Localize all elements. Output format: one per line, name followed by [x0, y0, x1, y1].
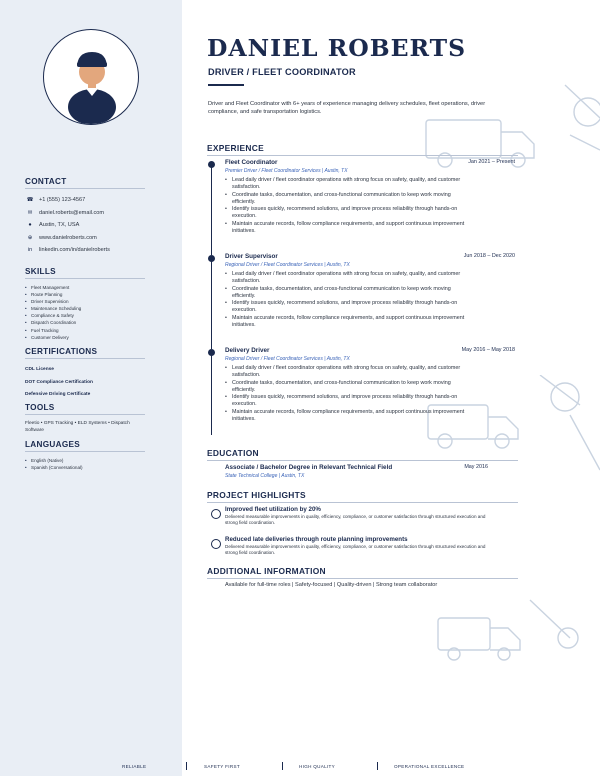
project-title: Improved fleet utilization by 20% [225, 506, 321, 513]
candidate-title: DRIVER / FLEET COORDINATOR [208, 67, 356, 77]
job-company: Regional Driver / Fleet Coordinator Services | Austin, TX [225, 356, 350, 362]
job-role: Driver Supervisor [225, 253, 278, 260]
timeline-dot [208, 161, 215, 168]
skills-heading: SKILLS [25, 267, 145, 279]
education-school: State Technical College | Austin, TX [225, 473, 305, 479]
person-icon [44, 30, 139, 125]
job-bullets [225, 177, 515, 235]
web-icon: ⊕ [27, 234, 33, 241]
contact-item[interactable] [25, 244, 145, 257]
skill-item: • Fuel Tracking [25, 327, 145, 334]
project-desc: Delivered measurable improvements in quality, efficiency, compliance, or customer satisfaction through structured execution and strong field coordination. [225, 514, 486, 526]
contact-item[interactable] [25, 194, 145, 207]
contact-item[interactable] [25, 232, 145, 245]
education-item [225, 463, 515, 482]
phone-icon: ☎ [26, 197, 34, 204]
job-bullet: • Maintain accurate records, follow compliance requirements, and support continuous improvement initiatives. [225, 409, 473, 424]
contact-text: Austin, TX, USA [39, 222, 80, 229]
contact-item[interactable] [25, 219, 145, 232]
title-underline [208, 84, 244, 86]
experience-item [225, 252, 515, 329]
timeline-dot [208, 255, 215, 262]
contact-section [25, 177, 145, 257]
experience-item [225, 158, 515, 235]
certifications-section [25, 347, 145, 402]
education-heading: EDUCATION [207, 448, 518, 461]
languages-section [25, 440, 145, 471]
contact-list [25, 194, 145, 257]
certification-item: CDL License [25, 367, 54, 372]
skills-list [25, 284, 145, 341]
skill-item: • Customer Delivery [25, 334, 145, 341]
footer-item: OPERATIONAL EXCELLENCE [394, 764, 465, 769]
tools-heading: TOOLS [25, 403, 145, 415]
footer-divider [186, 762, 187, 770]
job-company: Premier Driver / Fleet Coordinator Services | Austin, TX [225, 168, 348, 174]
contact-item[interactable] [25, 207, 145, 220]
avatar [43, 29, 139, 125]
job-bullet: • Coordinate tasks, documentation, and cross-functional communication to keep work moving efficiently. [225, 192, 473, 207]
certification-item: Defensive Driving Certificate [25, 392, 91, 397]
footer [0, 760, 600, 776]
timeline-line [211, 355, 212, 435]
projects-heading: PROJECT HIGHLIGHTS [207, 490, 518, 503]
skill-item: • Driver Supervision [25, 298, 145, 305]
job-bullet: • Lead daily driver / fleet coordinator operations with strong focus on safety, quality, and customer satisfaction. [225, 177, 473, 192]
education-date: May 2016 [464, 464, 488, 470]
language-item: • English (Native) [25, 457, 145, 464]
job-dates: Jan 2021 – Present [468, 159, 515, 165]
contact-text: www.danielroberts.com [39, 234, 97, 241]
job-bullet: • Coordinate tasks, documentation, and cross-functional communication to keep work moving efficiently. [225, 380, 473, 395]
location-icon: ● [28, 222, 32, 229]
job-bullet: • Maintain accurate records, follow compliance requirements, and support continuous improvement initiatives. [225, 221, 473, 236]
skill-item: • Fleet Management [25, 284, 145, 291]
truck-outline-icon [430, 598, 600, 668]
job-bullet: • Identify issues quickly, recommend solutions, and improve process reliability through hands-on execution. [225, 394, 473, 409]
project-title: Reduced late deliveries through route planning improvements [225, 536, 408, 543]
timeline-line [211, 167, 212, 255]
job-company: Regional Driver / Fleet Coordinator Services | Austin, TX [225, 262, 350, 268]
job-bullet: • Lead daily driver / fleet coordinator operations with strong focus on safety, quality, and customer satisfaction. [225, 365, 473, 380]
job-bullets [225, 365, 515, 423]
job-bullets [225, 271, 515, 329]
summary: Driver and Fleet Coordinator with 6+ years of experience managing delivery schedules, fleet operations, driver compliance, and safe transportation logistics. [208, 101, 486, 116]
skill-item: • Compliance & Safety [25, 312, 145, 319]
candidate-name: DANIEL ROBERTS [207, 34, 467, 62]
additional-heading: ADDITIONAL INFORMATION [207, 566, 518, 579]
job-role: Fleet Coordinator [225, 159, 278, 166]
tools-text: Fleetio • GPS Tracking • ELD Systems • Dispatch Software [25, 421, 130, 433]
skill-item: • Maintenance Scheduling [25, 305, 145, 312]
contact-text: daniel.roberts@email.com [39, 209, 105, 216]
project-item [225, 506, 515, 527]
tools-section [25, 403, 145, 434]
contact-text: linkedin.com/in/danielroberts [39, 247, 110, 254]
certification-item: DOT Compliance Certification [25, 379, 93, 385]
timeline-line [211, 261, 212, 349]
job-role: Delivery Driver [225, 347, 270, 354]
project-bullet-icon [211, 509, 221, 519]
footer-item: SAFETY FIRST [204, 764, 240, 769]
experience-heading: EXPERIENCE [207, 143, 518, 156]
job-bullet: • Identify issues quickly, recommend solutions, and improve process reliability through hands-on execution. [225, 206, 473, 221]
job-bullet: • Coordinate tasks, documentation, and cross-functional communication to keep work moving efficiently. [225, 286, 473, 301]
contact-text: +1 (555) 123-4567 [39, 197, 86, 204]
experience-item [225, 346, 515, 423]
footer-item: HIGH QUALITY [299, 764, 336, 769]
project-bullet-icon [211, 539, 221, 549]
skill-item: • Route Planning [25, 291, 145, 298]
linkedin-icon: in [27, 247, 33, 254]
skill-item: • Dispatch Coordination [25, 319, 145, 326]
job-bullet: • Maintain accurate records, follow compliance requirements, and support continuous improvement initiatives. [225, 315, 473, 330]
footer-item: RELIABLE [122, 764, 147, 769]
additional-info: Available for full-time roles | Safety-focused | Quality-driven | Strong team collaborator [225, 582, 438, 588]
education-degree: Associate / Bachelor Degree in Relevant Technical Field [225, 464, 393, 471]
certifications-list [25, 364, 145, 402]
job-bullet: • Identify issues quickly, recommend solutions, and improve process reliability through hands-on execution. [225, 300, 473, 315]
footer-divider [282, 762, 283, 770]
job-bullet: • Lead daily driver / fleet coordinator operations with strong focus on safety, quality, and customer satisfaction. [225, 271, 473, 286]
language-item: • Spanish (Conversational) [25, 464, 145, 471]
job-dates: Jun 2018 – Dec 2020 [463, 253, 515, 259]
certifications-heading: CERTIFICATIONS [25, 347, 145, 359]
skills-section [25, 267, 145, 341]
job-dates: May 2016 – May 2018 [461, 347, 515, 353]
email-icon: ✉ [27, 209, 33, 216]
footer-divider [377, 762, 378, 770]
languages-list [25, 457, 145, 471]
timeline-dot [208, 349, 215, 356]
languages-heading: LANGUAGES [25, 440, 145, 452]
project-desc: Delivered measurable improvements in quality, efficiency, compliance, or customer satisfaction through structured execution and strong field coordination. [225, 544, 486, 556]
project-item [225, 536, 515, 557]
contact-heading: CONTACT [25, 177, 145, 189]
